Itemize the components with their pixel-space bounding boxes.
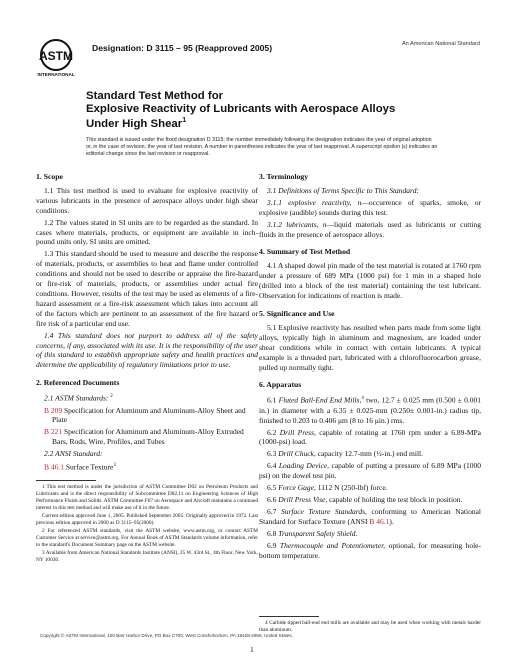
paragraph: 6.4 Loading Device, capable of putting a pressure of 6.89 MPa (1000 psi) on the dowel test pin. — [259, 461, 481, 481]
section-terminology — [259, 172, 481, 239]
paragraph: 6.3 Drill Chuck, capacity 12.7-mm (½-in.) end mill. — [267, 449, 424, 459]
paragraph: 1.2 The values stated in SI units are to be regarded as the standard. In cases where materials, products, or equipment are available in inch-pound units only, SI units are omitted. — [36, 217, 258, 247]
paragraph: 3.1 Definitions of Terms Specific to This Standard: — [267, 185, 419, 195]
page-number: 1 — [250, 645, 254, 654]
footnote: Current edition approved June 1, 2005. Published September 2005. Originally approved in 1972. Last previous edition approved in 2000 as D 3115–95(2000). — [36, 513, 258, 527]
section-heading: 1. Scope — [36, 172, 63, 181]
footnote: 4 Carbide tipped ball-end end mills are available and may be used when working with metals harder than aluminum. — [259, 620, 481, 634]
paragraph: 1.3 This standard should be used to measure and describe the response of materials, products, or assemblies to heat and flame under controlled conditions and should not be used to describe or appraise the fire-hazard or fire-risk of materials, products, or assemblies under actual fire conditions. However, results of the test may be used as elements of a fire-hazard assessment or a fire-risk assessment which takes into account all of the factors which are pertinent to an assessment of the fire hazard or fire risk of a particular end use. — [36, 249, 258, 328]
reference-link-b461-inline[interactable]: B 46.1 — [369, 516, 390, 526]
footnote-marker: 1 — [182, 117, 187, 125]
paragraph: 6.8 Transparent Safety Shield. — [267, 528, 358, 538]
paragraph: 6.9 Thermocouple and Potentiometer, optional, for measuring hole-bottom temperature. — [259, 540, 482, 560]
footnotes — [36, 480, 258, 564]
document-title — [86, 90, 446, 131]
footnote: 3 Available from American National Standards Institute (ANSI), 25 W. 43rd St., 4th Floor, New York, NY 10036. — [36, 550, 258, 564]
section-significance — [259, 309, 481, 372]
reference-link-b221[interactable]: B 221 — [44, 427, 63, 437]
publisher-label: An American National Standard — [401, 41, 480, 47]
title-line-2: Explosive Reactivity of Lubricants with Aerospace Alloys — [86, 102, 396, 115]
footnote-divider — [36, 480, 96, 481]
copyright-footer: Copyright © ASTM International, 100 Barr Harbor Drive, PO Box C700, West Conshohocken, PA 19428-2959, United States. — [40, 633, 293, 638]
footnotes-right — [259, 616, 481, 634]
paragraph: 6.6 Drill Press Vise, capable of holding the test block in position. — [267, 494, 463, 504]
footnote: 1 This test method is under the jurisdiction of ASTM Committee D02 on Petroleum Products and Lubricants and is the direct responsibility of Subcommittee D02.11 on Engineering Sciences of High Performance Fluids and Solids. ASTM Committee F07 on Aerospace and Aircraft maintains a continued interest in this test method and will make use of it in the future. — [36, 484, 258, 512]
issued-note: This standard is issued under the fixed designation D 3115; the number immediately following the designation indicates the year of original adoption or, in the case of revision, the year of last revision. A number in parentheses indicates the year of last reapproval. A superscript epsilon (ε) indicates an editorial change since the last revision or reapproval. — [86, 137, 438, 158]
paragraph: 4.1 A shaped dowel pin made of the test material is rotated at 1760 rpm under a pressure of 689 MPa (1000 psi) for 1 min in a shaped hole (drilled into a block of the test material) containing the test lubricant. Observation for indications of reaction is made. — [259, 261, 481, 301]
paragraph: 3.1.1 explosive reactivity, n—occurrence of sparks, smoke, or explosive (audible) sounds during this test. — [259, 197, 481, 217]
paragraph: 6.5 Force Gage, 1112 N (250-lbf) force. — [267, 483, 388, 493]
reference-item: B 46.1 Surface Texture$^3$ — [44, 462, 116, 472]
section-heading: 3. Terminology — [259, 172, 309, 181]
reference-item: B 209 Specification for Aluminum and Aluminum-Alloy Sheet and Plate — [44, 405, 246, 425]
section-heading: 4. Summary of Test Method — [259, 247, 351, 257]
footnote: 2 For referenced ASTM standards, visit the ASTM website, www.astm.org, or contact ASTM Customer Service at service@astm.org. For Annual Book of ASTM Standards volume information, refer to the standard's Document Summary page on the ASTM website. — [36, 528, 258, 549]
paragraph: 5.1 Explosive reactivity has resulted when parts made from some light alloys, typically high in aluminum and magnesium, are loaded under shear conditions while in contact with certain lubricants. A typical example is a threaded part, lubricated with a chlorofluorocarbon grease, pulled up normally tight. — [259, 322, 481, 372]
reference-link-b461[interactable]: B 46.1 — [44, 462, 65, 472]
paragraph: 1.4 This standard does not purport to address all of the safety concerns, if any, associated with its use. It is the responsibility of the user of this standard to establish appropriate safety and health practices and determine the applicability of regulatory limitations prior to use. — [36, 330, 258, 370]
svg-text:INTERNATIONAL: INTERNATIONAL — [37, 72, 75, 77]
footnote-divider — [259, 616, 319, 617]
designation: Designation: D 3115 – 95 (Reapproved 2005) — [92, 43, 273, 53]
section-heading: 5. Significance and Use — [259, 308, 335, 318]
section-referenced-documents — [36, 378, 258, 472]
section-scope — [36, 172, 258, 370]
section-apparatus — [259, 380, 481, 560]
title-line-1: Standard Test Method for — [86, 90, 224, 102]
section-heading: 2. Referenced Documents — [36, 378, 120, 388]
section-heading: 6. Apparatus — [259, 380, 302, 390]
subheading: 2.1 ASTM Standards: $^2$ — [44, 393, 113, 403]
svg-text:ASTM: ASTM — [39, 49, 73, 63]
paragraph: 6.2 Drill Press, capable of rotating at 1760 rpm under a 6.89-MPa (1000-psi) load. — [259, 427, 481, 447]
reference-item: B 221 Specification for Aluminum and Aluminum-Alloy Extruded Bars, Rods, Wire, Profiles, and Tubes — [44, 427, 244, 447]
paragraph: 1.1 This test method is used to evaluate for explosive reactivity of various lubricants in the presence of aerospace alloys under high shear conditions. — [36, 185, 258, 215]
section-summary — [259, 247, 481, 301]
left-column — [36, 172, 258, 565]
subheading: 2.2 ANSI Standard: — [44, 449, 103, 459]
astm-logo — [37, 38, 75, 78]
reference-link-b209[interactable]: B 209 — [44, 405, 63, 415]
paragraph: 6.1 Fluted Ball-End End Mills,$^4$ two, 12.7 ± 0.025 mm (0.500 ± 0.001 in.) in diameter with a 6.35 ± 0.025-mm (0.250± 0.001-in.) radius tip, finished to 0.203 to 0.406 μm (8 to 16 μin.) rms. — [259, 395, 481, 425]
title-line-3: Under High Shear$^1$ — [86, 117, 187, 130]
paragraph: 6.7 Surface Texture Standards, conforming to American National Standard for Surface Texture (ANSI B 46.1). — [259, 506, 481, 526]
right-column — [259, 172, 481, 635]
paragraph: 3.1.2 lubricants, n—liquid materials used as lubricants or cutting fluids in the presence of aerospace alloys. — [259, 219, 481, 239]
